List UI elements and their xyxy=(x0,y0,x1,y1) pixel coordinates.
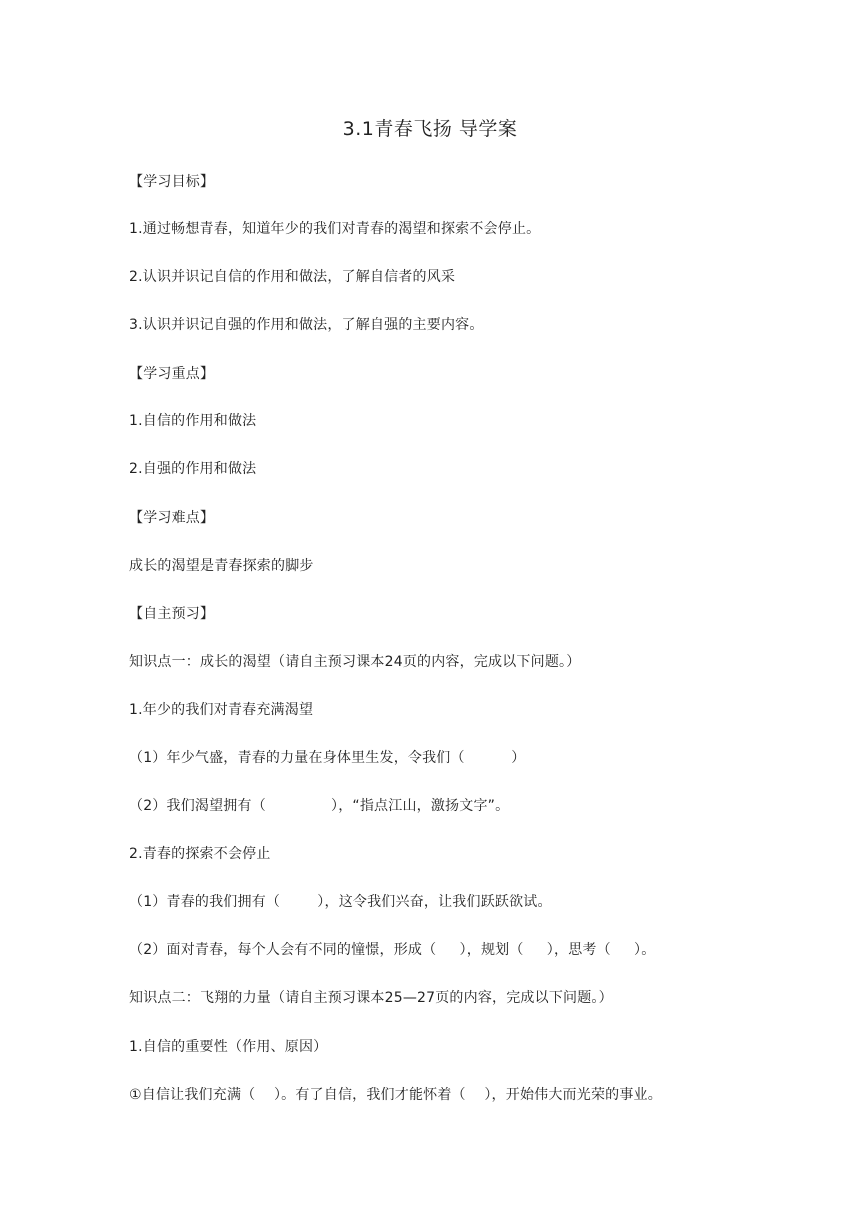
question-1-sub-2: （2）我们渴望拥有（ ），“指点江山，激扬文字”。 xyxy=(129,798,510,814)
key-point-1: 1.自信的作用和做法 xyxy=(129,413,257,429)
knowledge-point-2-heading: 知识点二：飞翔的力量（请自主预习课本25—27页的内容，完成以下问题。） xyxy=(129,990,613,1006)
key-point-2: 2.自强的作用和做法 xyxy=(129,461,257,477)
question-2-sub-1: （1）青春的我们拥有（ ），这令我们兴奋，让我们跃跃欲试。 xyxy=(129,894,552,910)
difficulty-item: 成长的渴望是青春探索的脚步 xyxy=(129,558,314,574)
section-heading-learning-goals: 【学习目标】 xyxy=(129,174,215,190)
section-heading-difficulties: 【学习难点】 xyxy=(129,510,215,526)
question-1-heading: 1.年少的我们对青春充满渴望 xyxy=(129,702,314,718)
section-heading-key-points: 【学习重点】 xyxy=(129,366,215,382)
goal-item-1: 1.通过畅想青春，知道年少的我们对青春的渴望和探索不会停止。 xyxy=(129,221,541,237)
question-2-heading: 2.青春的探索不会停止 xyxy=(129,846,271,862)
confidence-item-1: ①自信让我们充满（ ）。有了自信，我们才能怀着（ ），开始伟大而光荣的事业。 xyxy=(129,1087,662,1103)
document-title: 3.1青春飞扬 导学案 xyxy=(342,118,518,140)
confidence-heading: 1.自信的重要性（作用、原因） xyxy=(129,1039,328,1055)
question-2-sub-2: （2）面对青春，每个人会有不同的憧憬，形成（ ），规划（ ），思考（ ）。 xyxy=(129,942,656,958)
knowledge-point-1-heading: 知识点一：成长的渴望（请自主预习课本24页的内容，完成以下问题。） xyxy=(129,654,581,670)
goal-item-3: 3.认识并识记自强的作用和做法，了解自强的主要内容。 xyxy=(129,317,484,333)
question-1-sub-1: （1）年少气盛，青春的力量在身体里生发，令我们（ ） xyxy=(129,750,526,766)
goal-item-2: 2.认识并识记自信的作用和做法，了解自信者的风采 xyxy=(129,269,456,285)
section-heading-self-study: 【自主预习】 xyxy=(129,606,215,622)
